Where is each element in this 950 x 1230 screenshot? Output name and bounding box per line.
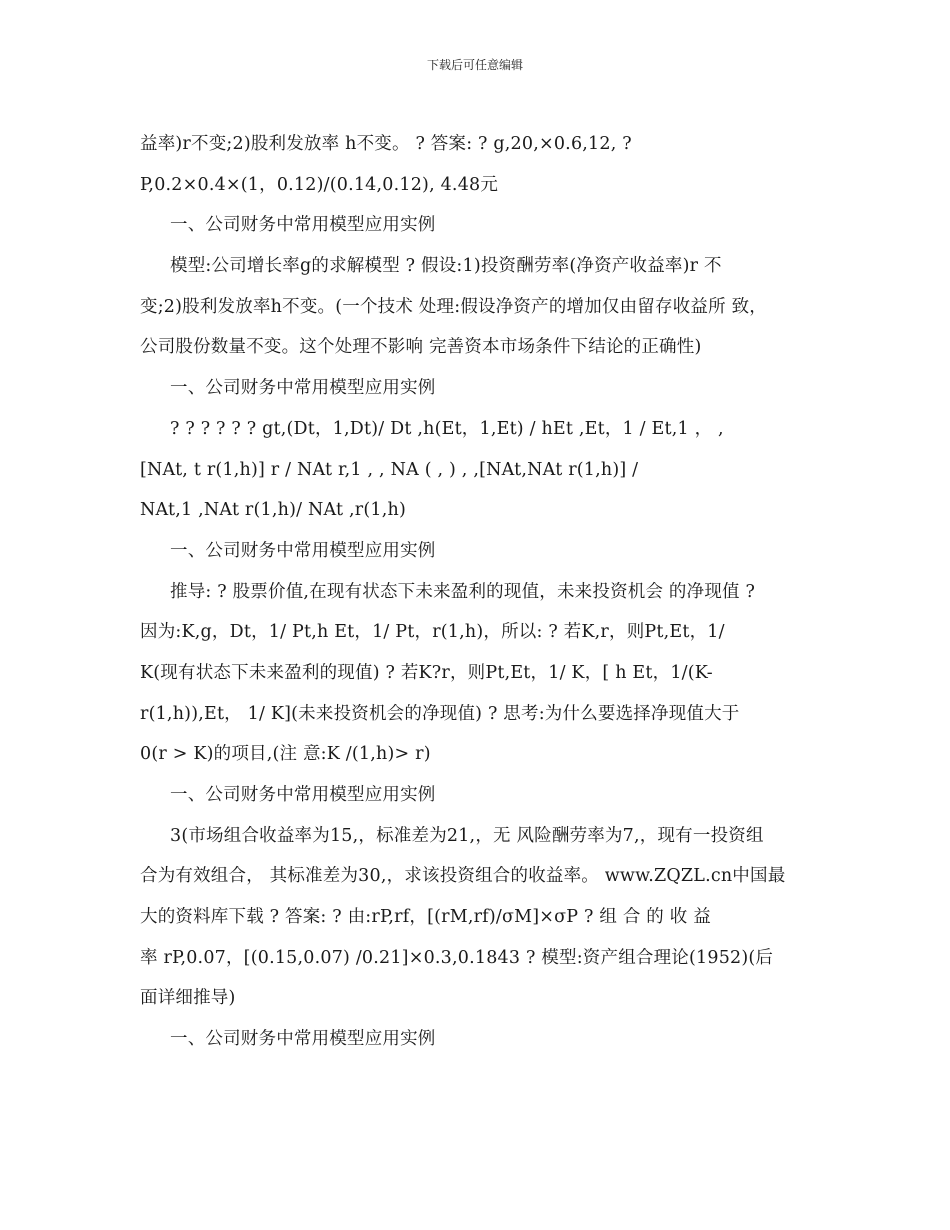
paragraph-line: r(1,h)),Et， 1/ K](未来投资机会的净现值) ? 思考:为什么要选择净现值大于 <box>140 703 740 724</box>
paragraph-line: 面详细推导) <box>140 988 236 1009</box>
paragraph-line: 率 rP,0.07，[(0.15,0.07) /0.21]×0.3,0.1843 ? 模型:资产组合理论(1952)(后 <box>140 947 774 968</box>
paragraph-line: 0(r > K)的项目,(注 意:K /(1,h)> r) <box>140 744 431 765</box>
paragraph-first-line: 模型:公司增长率g的求解模型 ? 假设:1)投资酬劳率(净资产收益率)r 不 <box>170 256 722 277</box>
paragraph-first-line: ? ? ? ? ? ? gt,(Dt，1,Dt)/ Dt ,h(Et，1,Et) / hEt ,Et，1 / Et,1 ， , <box>170 418 724 439</box>
paragraph-line: 公司股份数量不变。这个处理不影响 完善资本市场条件下结论的正确性) <box>140 337 702 358</box>
document-body <box>140 130 820 1066</box>
paragraph-line: 大的资料库下载 ? 答案: ? 由:rP,rf，[(rM,rf)/σM]×σP ? 组 合 的 收 益 <box>140 907 711 928</box>
paragraph-first-line: 一、公司财务中常用模型应用实例 <box>170 540 436 561</box>
paragraph-line: 益率)r不变;2)股利发放率 h不变。 ? 答案: ? g,20,×0.6,12, ? <box>140 134 632 154</box>
paragraph-first-line: 一、公司财务中常用模型应用实例 <box>170 1029 436 1050</box>
paragraph-line: 因为:K,g，Dt，1/ Pt,h Et，1/ Pt，r(1,h)，所以: ? 若K,r，则Pt,Et，1/ <box>140 622 725 643</box>
paragraph-line: P,0.2×0.4×(1，0.12)/(0.14,0.12), 4.48元 <box>140 174 499 195</box>
paragraph-first-line: 一、公司财务中常用模型应用实例 <box>170 785 436 805</box>
paragraph-line: [NAt, t r(1,h)] r / NAt r,1 , , NA ( , ) , ,[NAt,NAt r(1,h)] / <box>140 459 639 480</box>
paragraph-line: K(现有状态下未来盈利的现值) ? 若K?r，则Pt,Et，1/ K，[ h Et，1/(K- <box>140 662 713 683</box>
paragraph-first-line: 3(市场组合收益率为15,，标准差为21,，无 风险酬劳率为7,，现有一投资组 <box>170 825 764 846</box>
paragraph-line: NAt,1 ,NAt r(1,h)/ NAt ,r(1,h) <box>140 500 406 521</box>
paragraph-first-line: 一、公司财务中常用模型应用实例 <box>170 378 436 399</box>
paragraph-first-line: 推导: ? 股票价值,在现有状态下未来盈利的现值，未来投资机会 的净现值 ? <box>170 581 756 602</box>
paragraph-first-line: 一、公司财务中常用模型应用实例 <box>170 215 436 236</box>
paragraph-line: 合为有效组合， 其标准差为30,，求该投资组合的收益率。 www.ZQZL.cn中国最 <box>140 866 786 887</box>
paragraph-line: 变;2)股利发放率h不变。(一个技术 处理:假设净资产的增加仅由留存收益所 致， <box>140 296 767 317</box>
page-header: 下载后可任意编辑 <box>426 58 523 72</box>
